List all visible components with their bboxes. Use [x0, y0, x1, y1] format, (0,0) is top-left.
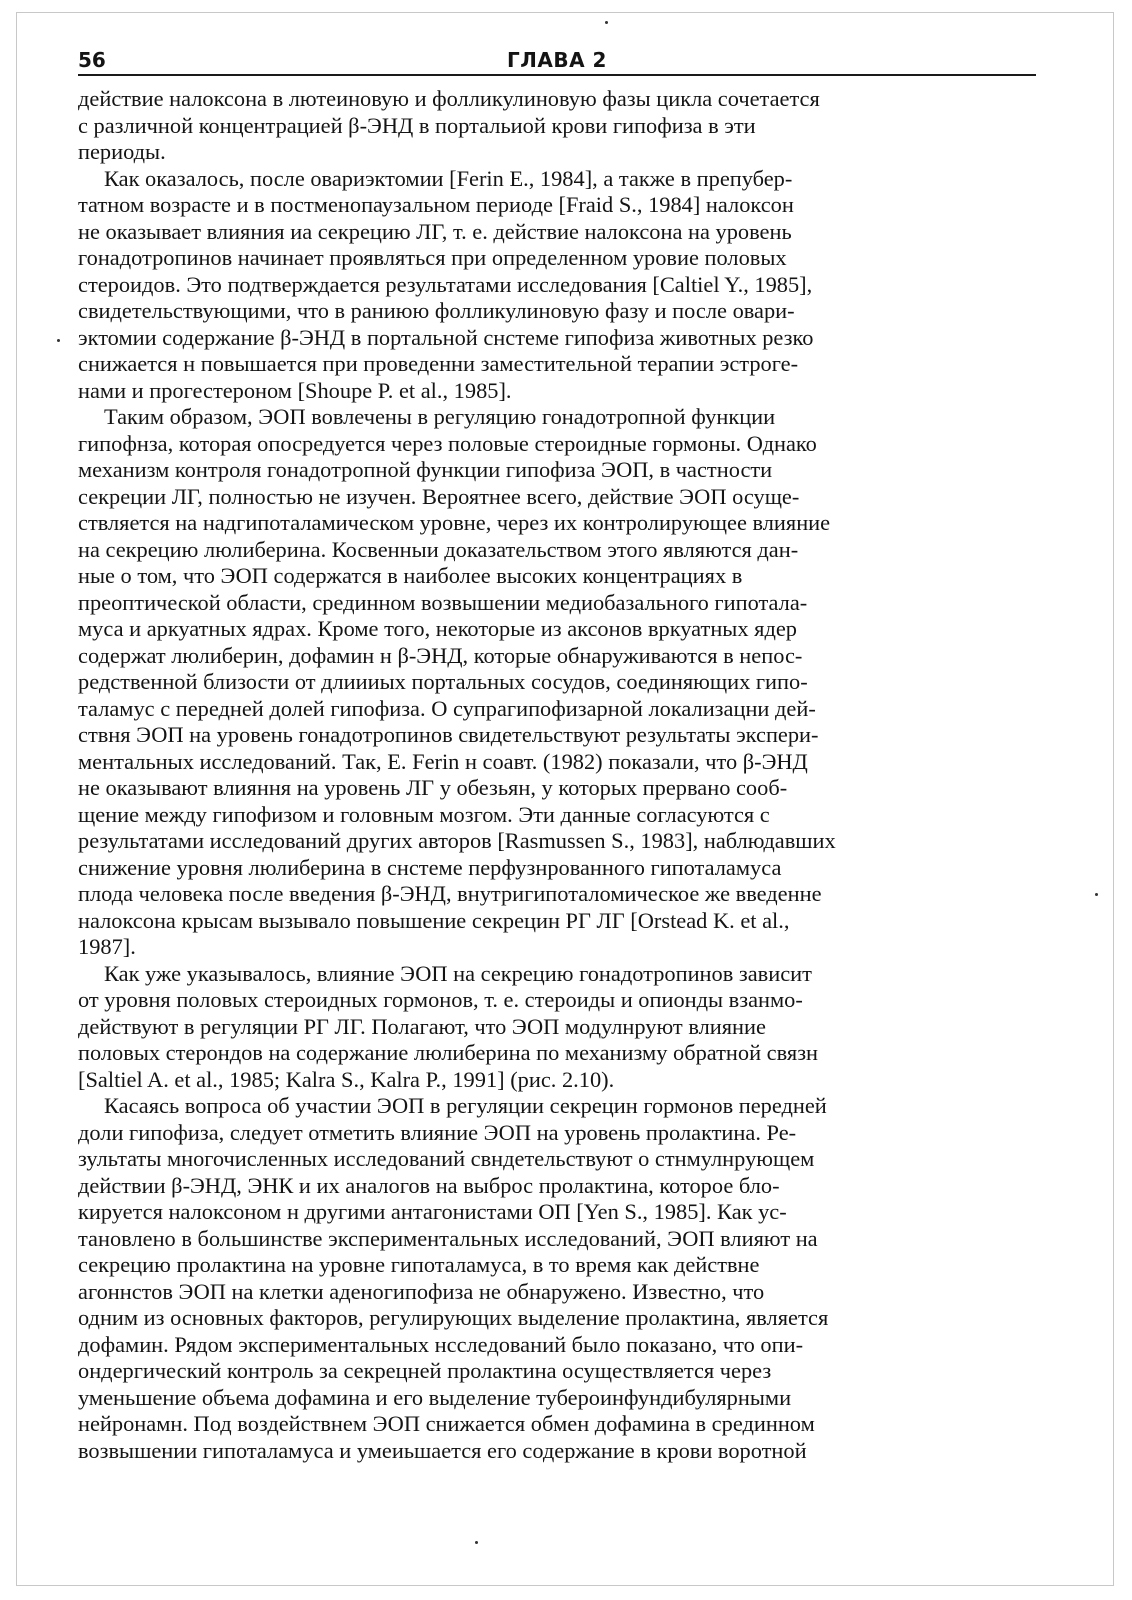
- scan-speck: [1095, 893, 1098, 896]
- page-number: 56: [78, 48, 106, 72]
- paragraph: Касаясь вопроса об участии ЭОП в регуляции секрецин гормонов передней доли гипофиза, следует отметить влияние ЭОП на уровень пролактина. Ре- зультаты многочисленных исследований свндетельствуют о стнмулнрующем действии β-ЭНД, ЭНК и их аналогов на выброс пролактина, которое бло- кируется налоксоном н другими антагонистами ОП [Yen S., 1985]. Как ус- тановлено в большинстве экспериментальных исследований, ЭОП влияют на секрецию пролактина на уровне гипоталамуса, в то время как действне агоннстов ЭОП на клетки аденогипофиза не обнаружено. Известно, что одним из основных факторов, регулирующих выделение пролактина, является дофамин. Рядом экспериментальных нсследований было показано, что опи- ондергический контроль за секрецней пролактина осуществляется через уменьшение объема дофамина и его выделение тубероинфундибулярными нейронамн. Под воздействнем ЭОП снижается обмен дофамина в срединном возвышении гипоталамуса и умеиьшается его содержание в крови воротной: [78, 1093, 829, 1463]
- paragraph: Как оказалось, после овариэктомии [Ferin E., 1984], а также в препубер- татном возрасте и в постменопаузальном периоде [Fraid S., 1984] налоксон не оказывает влияния иа секрецию ЛГ, т. е. действие налоксона на уровень гонадотропинов начинает проявляться при определенном уровие половых стероидов. Это подтверждается результатами исследования [Caltiel Y., 1985], свидетельствующими, что в раниюю фолликулиновую фазу и после овари- эктомии содержание β-ЭНД в портальной снстеме гипофиза животных резко снижается н повышается при проведенни заместительной терапии эстроге- нами и прогестероном [Shoupe P. et al., 1985].: [78, 165, 814, 403]
- body-text: [78, 86, 1036, 1464]
- scan-speck: [57, 339, 60, 342]
- paragraph: Таким образом, ЭОП вовлечены в регуляцию гонадотропной функции гипофнза, которая опосредуется через половые стероидные гормоны. Однако механизм контроля гонадотропной функции гипофиза ЭОП, в частности секреции ЛГ, полностью не изучен. Вероятнее всего, действие ЭОП осуще- ствляется на надгипоталамическом уровне, через их контролирующее влияние на секрецию люлиберина. Косвенныи доказательством этого являются дан- ные о том, что ЭОП содержатся в наиболее высоких концентрациях в преоптической области, срединном возвышении медиобазального гипотала- муса и аркуатных ядрах. Кроме того, некоторые из аксонов вркуатных ядер содержат люлиберин, дофамин н β-ЭНД, которые обнаруживаются в непос- редственной близости от длиииых портальных сосудов, соединяющих гипо- таламус с передней долей гипофиза. О супрагипофизарной локализацни дей- ствня ЭОП на уровень гонадотропинов свидетельствуют результаты экспери- ментальных исследований. Так, Е. Ferin н соавт. (1982) показали, что β-ЭНД не оказывают влияння на уровень ЛГ у обезьян, у которых прервано сооб- щение между гипофизом и головным мозгом. Эти данные согласуются с результатами исследований других авторов [Rasmussen S., 1983], наблюдавших снижение уровня люлиберина в снстеме перфузнрованного гипоталамуса плода человека после введения β-ЭНД, внутригипоталомическое же введенне налоксона крысам вызывало повышение секрецин РГ ЛГ [Orstead K. et al., 1987].: [78, 404, 836, 959]
- book-page: [78, 48, 1036, 1568]
- scan-speck: [605, 21, 608, 24]
- paragraph: Как уже указывалось, влияние ЭОП на секрецию гонадотропинов зависит от уровня половых стероидных гормонов, т. е. стероиды и опионды взанмо- действуют в регуляции РГ ЛГ. Полагают, что ЭОП модулнруют влияние половых стерондов на содержание люлиберина по механизму обратной связн [Saltiel A. et al., 1985; Kalra S., Kalra P., 1991] (рис. 2.10).: [78, 960, 819, 1092]
- running-head: [78, 48, 1036, 76]
- paragraph-continuation: действие налоксона в лютеиновую и фолликулиновую фазы цикла сочетается с различной концентрацией β-ЭНД в портальиой крови гипофиза в эти периоды.: [78, 86, 820, 164]
- chapter-title: ГЛАВА 2: [507, 48, 607, 72]
